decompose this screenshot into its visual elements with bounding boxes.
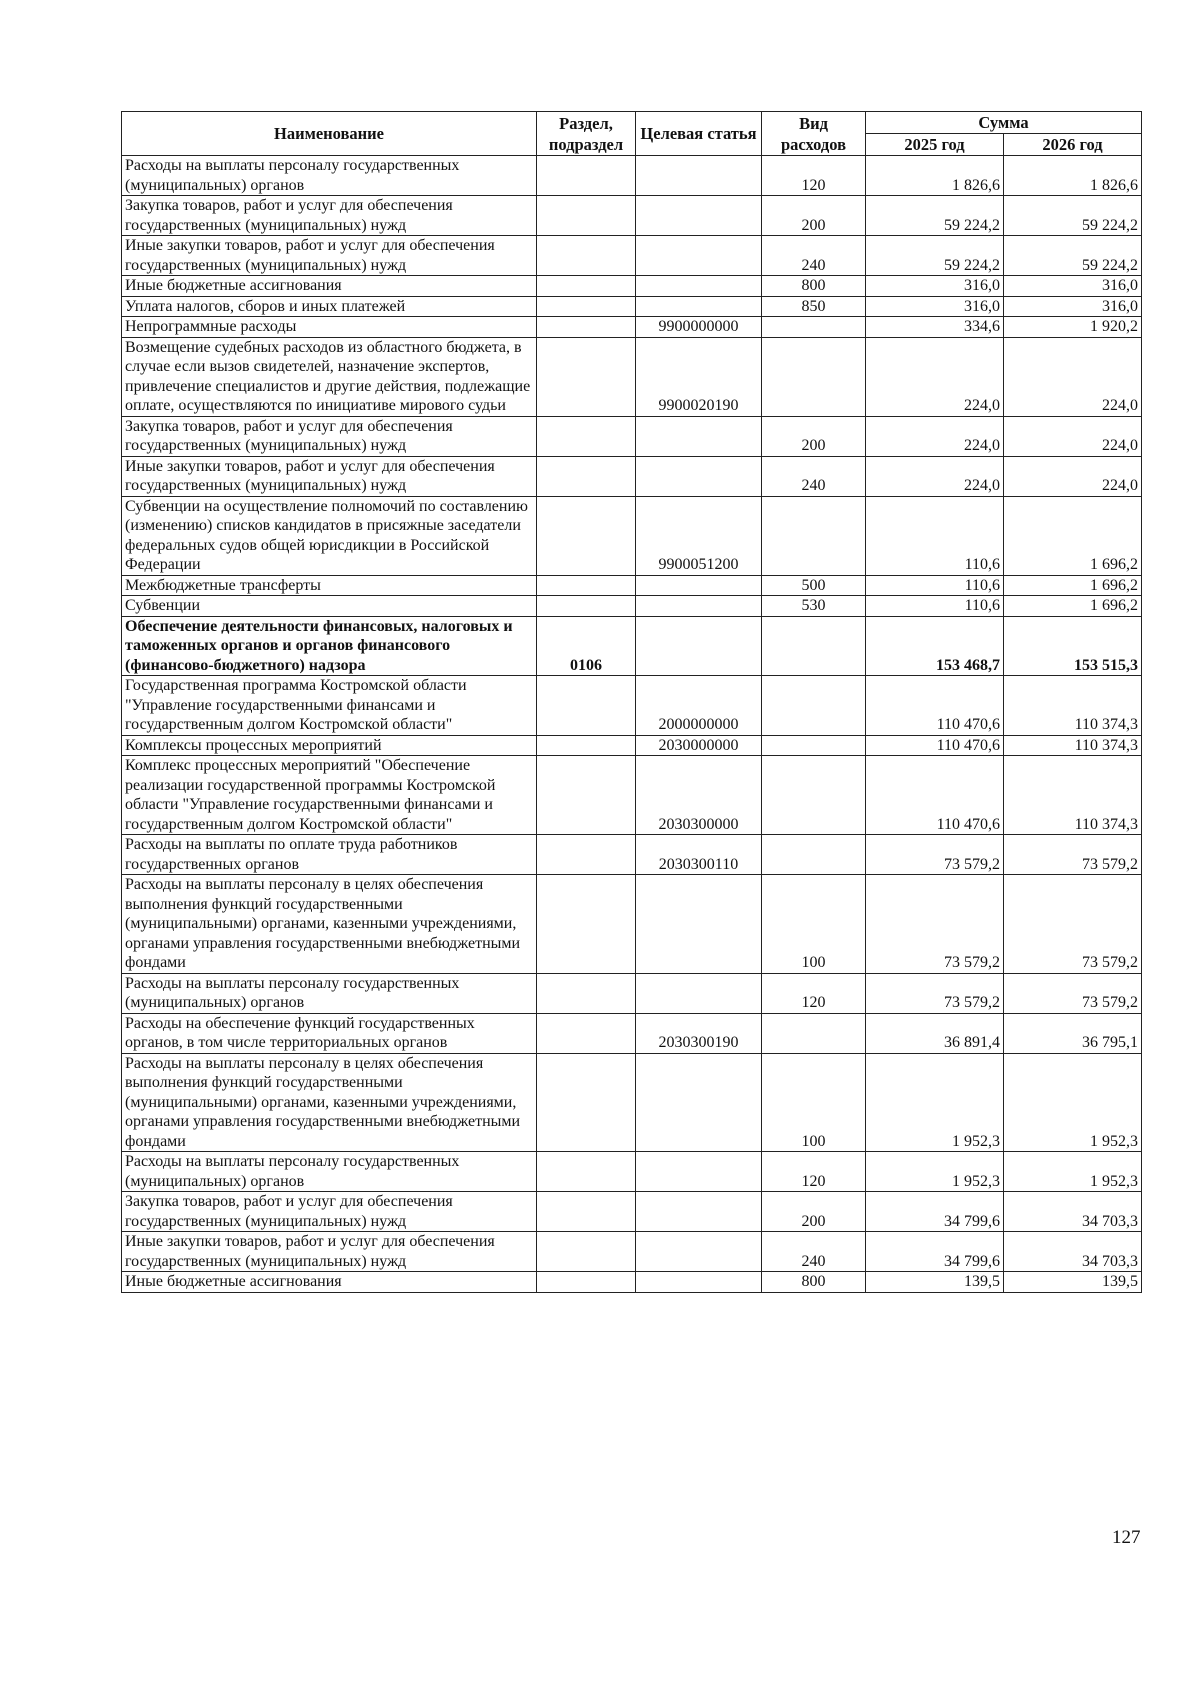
header-sum: Сумма	[866, 112, 1142, 134]
cell-name: Расходы на выплаты по оплате труда работников государственных органов	[122, 835, 537, 875]
cell-2026: 1 920,2	[1004, 317, 1142, 338]
cell-type: 240	[762, 1232, 866, 1272]
cell-section	[537, 456, 636, 496]
cell-2025: 36 891,4	[866, 1013, 1004, 1053]
page-number: 127	[1112, 1527, 1141, 1548]
cell-type	[762, 756, 866, 835]
cell-section	[537, 1013, 636, 1053]
cell-section	[537, 973, 636, 1013]
cell-type: 800	[762, 276, 866, 297]
cell-2025: 224,0	[866, 456, 1004, 496]
cell-type	[762, 496, 866, 575]
table-row	[122, 456, 1142, 496]
cell-section	[537, 337, 636, 416]
cell-type	[762, 835, 866, 875]
cell-2025: 334,6	[866, 317, 1004, 338]
cell-target: 2000000000	[636, 676, 762, 736]
cell-type: 120	[762, 1152, 866, 1192]
cell-2026: 36 795,1	[1004, 1013, 1142, 1053]
cell-section	[537, 676, 636, 736]
cell-2026: 1 952,3	[1004, 1152, 1142, 1192]
cell-section	[537, 236, 636, 276]
cell-type: 850	[762, 296, 866, 317]
cell-name: Возмещение судебных расходов из областного бюджета, в случае если вызов свидетелей, назначение экспертов, привлечение специалистов и другие действия, подлежащие оплате, осуществляются по инициативе мирового судьи	[122, 337, 537, 416]
cell-target	[636, 596, 762, 617]
cell-section	[537, 196, 636, 236]
cell-target: 2030300190	[636, 1013, 762, 1053]
cell-section	[537, 735, 636, 756]
table-row	[122, 236, 1142, 276]
table-row	[122, 1152, 1142, 1192]
cell-target	[636, 1053, 762, 1152]
cell-target: 2030300110	[636, 835, 762, 875]
cell-name: Уплата налогов, сборов и иных платежей	[122, 296, 537, 317]
table-row	[122, 296, 1142, 317]
table-row	[122, 337, 1142, 416]
header-type: Вид расходов	[762, 112, 866, 156]
cell-target	[636, 616, 762, 676]
cell-2026: 59 224,2	[1004, 236, 1142, 276]
table-row	[122, 1053, 1142, 1152]
table-row	[122, 317, 1142, 338]
cell-2026: 110 374,3	[1004, 756, 1142, 835]
cell-name: Иные закупки товаров, работ и услуг для обеспечения государственных (муниципальных) нужд	[122, 456, 537, 496]
cell-section	[537, 276, 636, 297]
cell-name: Закупка товаров, работ и услуг для обеспечения государственных (муниципальных) нужд	[122, 196, 537, 236]
cell-2026: 316,0	[1004, 296, 1142, 317]
table-row	[122, 973, 1142, 1013]
cell-2026: 110 374,3	[1004, 735, 1142, 756]
cell-name: Непрограммные расходы	[122, 317, 537, 338]
cell-2025: 110 470,6	[866, 756, 1004, 835]
cell-name: Межбюджетные трансферты	[122, 575, 537, 596]
header-name: Наименование	[122, 112, 537, 156]
cell-target	[636, 416, 762, 456]
cell-2026: 153 515,3	[1004, 616, 1142, 676]
cell-2025: 316,0	[866, 296, 1004, 317]
cell-target: 9900020190	[636, 337, 762, 416]
cell-type: 800	[762, 1272, 866, 1293]
cell-section	[537, 156, 636, 196]
cell-section: 0106	[537, 616, 636, 676]
cell-target: 2030300000	[636, 756, 762, 835]
header-section: Раздел, подраздел	[537, 112, 636, 156]
cell-2025: 110,6	[866, 575, 1004, 596]
cell-name: Субвенции	[122, 596, 537, 617]
cell-type: 530	[762, 596, 866, 617]
cell-section	[537, 575, 636, 596]
cell-2026: 59 224,2	[1004, 196, 1142, 236]
cell-2026: 1 696,2	[1004, 575, 1142, 596]
table-row	[122, 1272, 1142, 1293]
cell-2026: 73 579,2	[1004, 835, 1142, 875]
cell-type	[762, 735, 866, 756]
cell-section	[537, 416, 636, 456]
table-row	[122, 196, 1142, 236]
cell-2025: 110,6	[866, 596, 1004, 617]
cell-target	[636, 196, 762, 236]
cell-type	[762, 1013, 866, 1053]
cell-section	[537, 296, 636, 317]
cell-2025: 110,6	[866, 496, 1004, 575]
cell-2025: 73 579,2	[866, 835, 1004, 875]
cell-name: Расходы на выплаты персоналу государственных (муниципальных) органов	[122, 1152, 537, 1192]
cell-target: 2030000000	[636, 735, 762, 756]
cell-name: Обеспечение деятельности финансовых, налоговых и таможенных органов и органов финансового (финансово-бюджетного) надзора	[122, 616, 537, 676]
table-row	[122, 156, 1142, 196]
cell-2025: 153 468,7	[866, 616, 1004, 676]
table-row	[122, 875, 1142, 974]
cell-2026: 73 579,2	[1004, 973, 1142, 1013]
cell-section	[537, 1272, 636, 1293]
cell-type: 200	[762, 416, 866, 456]
cell-section	[537, 835, 636, 875]
cell-name: Комплексы процессных мероприятий	[122, 735, 537, 756]
cell-2026: 1 826,6	[1004, 156, 1142, 196]
cell-2026: 139,5	[1004, 1272, 1142, 1293]
cell-2026: 1 696,2	[1004, 596, 1142, 617]
cell-type: 120	[762, 156, 866, 196]
cell-name: Комплекс процессных мероприятий "Обеспечение реализации государственной программы Костромской области "Управление государственными финансами и государственным долгом Костромской области"	[122, 756, 537, 835]
cell-type	[762, 337, 866, 416]
cell-section	[537, 596, 636, 617]
header-year-2025: 2025 год	[866, 134, 1004, 156]
cell-type: 500	[762, 575, 866, 596]
cell-2025: 224,0	[866, 416, 1004, 456]
cell-2025: 110 470,6	[866, 676, 1004, 736]
cell-2025: 34 799,6	[866, 1232, 1004, 1272]
cell-target	[636, 276, 762, 297]
cell-name: Закупка товаров, работ и услуг для обеспечения государственных (муниципальных) нужд	[122, 1192, 537, 1232]
table-row	[122, 1013, 1142, 1053]
table-row	[122, 616, 1142, 676]
table-row	[122, 756, 1142, 835]
cell-target	[636, 156, 762, 196]
cell-2025: 59 224,2	[866, 196, 1004, 236]
cell-2025: 34 799,6	[866, 1192, 1004, 1232]
cell-2025: 316,0	[866, 276, 1004, 297]
cell-type: 200	[762, 1192, 866, 1232]
table-row	[122, 416, 1142, 456]
cell-2026: 1 696,2	[1004, 496, 1142, 575]
cell-2026: 224,0	[1004, 456, 1142, 496]
cell-type: 240	[762, 236, 866, 276]
cell-target	[636, 456, 762, 496]
cell-section	[537, 317, 636, 338]
cell-section	[537, 1053, 636, 1152]
cell-name: Закупка товаров, работ и услуг для обеспечения государственных (муниципальных) нужд	[122, 416, 537, 456]
cell-name: Расходы на выплаты персоналу в целях обеспечения выполнения функций государственными (муниципальными) органами, казенными учреждениями, органами управления государственными внебюджетными фондами	[122, 875, 537, 974]
cell-2025: 73 579,2	[866, 875, 1004, 974]
cell-type: 240	[762, 456, 866, 496]
cell-target	[636, 1152, 762, 1192]
table-row	[122, 575, 1142, 596]
cell-name: Иные закупки товаров, работ и услуг для обеспечения государственных (муниципальных) нужд	[122, 1232, 537, 1272]
cell-type: 100	[762, 1053, 866, 1152]
cell-2025: 1 952,3	[866, 1053, 1004, 1152]
cell-2025: 224,0	[866, 337, 1004, 416]
cell-section	[537, 496, 636, 575]
table-row	[122, 1232, 1142, 1272]
budget-table	[121, 111, 1142, 1293]
cell-target	[636, 236, 762, 276]
table-row	[122, 496, 1142, 575]
cell-target	[636, 1272, 762, 1293]
cell-2025: 1 826,6	[866, 156, 1004, 196]
cell-2026: 73 579,2	[1004, 875, 1142, 974]
cell-name: Иные бюджетные ассигнования	[122, 276, 537, 297]
cell-type	[762, 317, 866, 338]
header-year-2026: 2026 год	[1004, 134, 1142, 156]
cell-2025: 73 579,2	[866, 973, 1004, 1013]
cell-2026: 1 952,3	[1004, 1053, 1142, 1152]
table-row	[122, 676, 1142, 736]
cell-name: Субвенции на осуществление полномочий по составлению (изменению) списков кандидатов в присяжные заседатели федеральных судов общей юрисдикции в Российской Федерации	[122, 496, 537, 575]
cell-section	[537, 1232, 636, 1272]
cell-2025: 139,5	[866, 1272, 1004, 1293]
cell-name: Расходы на выплаты персоналу государственных (муниципальных) органов	[122, 156, 537, 196]
cell-target	[636, 973, 762, 1013]
table-row	[122, 735, 1142, 756]
cell-section	[537, 1152, 636, 1192]
table-row	[122, 276, 1142, 297]
cell-2026: 34 703,3	[1004, 1192, 1142, 1232]
cell-2026: 224,0	[1004, 337, 1142, 416]
header-target: Целевая статья	[636, 112, 762, 156]
cell-2026: 110 374,3	[1004, 676, 1142, 736]
cell-2025: 110 470,6	[866, 735, 1004, 756]
cell-section	[537, 756, 636, 835]
cell-type: 200	[762, 196, 866, 236]
cell-name: Государственная программа Костромской области "Управление государственными финансами и государственным долгом Костромской области"	[122, 676, 537, 736]
cell-target	[636, 1192, 762, 1232]
cell-target	[636, 1232, 762, 1272]
cell-type: 100	[762, 875, 866, 974]
cell-type: 120	[762, 973, 866, 1013]
cell-2026: 224,0	[1004, 416, 1142, 456]
table-row	[122, 1192, 1142, 1232]
cell-name: Расходы на выплаты персоналу государственных (муниципальных) органов	[122, 973, 537, 1013]
table-row	[122, 835, 1142, 875]
cell-target: 9900000000	[636, 317, 762, 338]
cell-target	[636, 296, 762, 317]
cell-2026: 316,0	[1004, 276, 1142, 297]
cell-name: Иные закупки товаров, работ и услуг для обеспечения государственных (муниципальных) нужд	[122, 236, 537, 276]
cell-name: Иные бюджетные ассигнования	[122, 1272, 537, 1293]
cell-section	[537, 1192, 636, 1232]
cell-2025: 59 224,2	[866, 236, 1004, 276]
table-row	[122, 596, 1142, 617]
cell-name: Расходы на обеспечение функций государственных органов, в том числе территориальных органов	[122, 1013, 537, 1053]
cell-target	[636, 575, 762, 596]
cell-section	[537, 875, 636, 974]
cell-name: Расходы на выплаты персоналу в целях обеспечения выполнения функций государственными (муниципальными) органами, казенными учреждениями, органами управления государственными внебюджетными фондами	[122, 1053, 537, 1152]
cell-type	[762, 616, 866, 676]
cell-target: 9900051200	[636, 496, 762, 575]
cell-2026: 34 703,3	[1004, 1232, 1142, 1272]
cell-type	[762, 676, 866, 736]
cell-target	[636, 875, 762, 974]
cell-2025: 1 952,3	[866, 1152, 1004, 1192]
